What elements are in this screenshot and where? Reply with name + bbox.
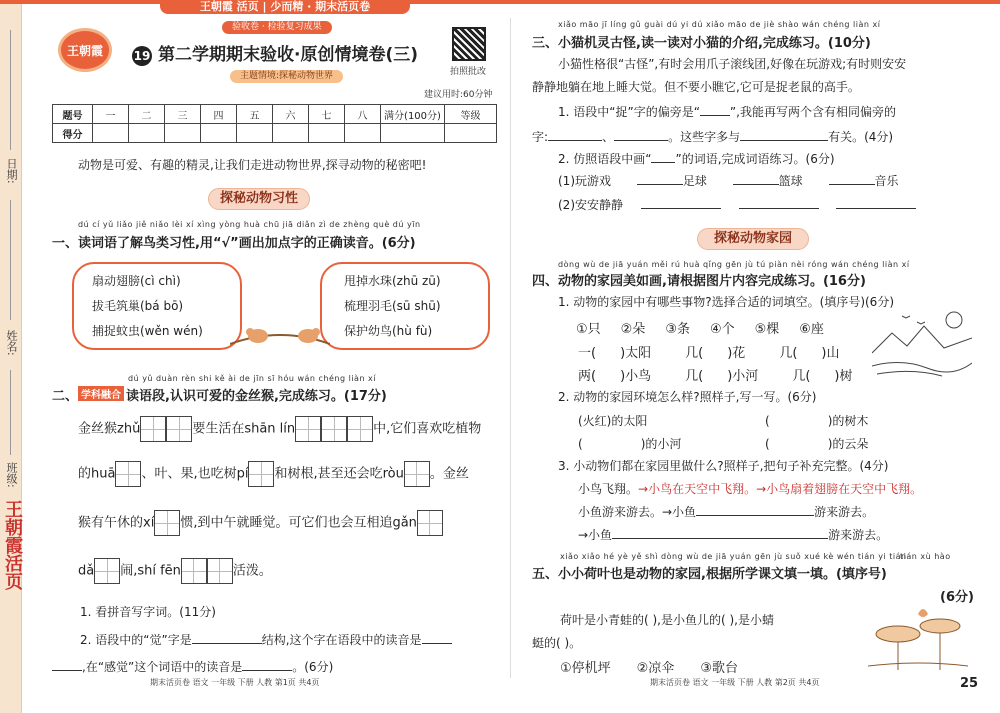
tianzi-box[interactable] <box>154 510 180 536</box>
paren-open: ( <box>578 437 583 451</box>
score-header-cell: 八 <box>345 105 381 124</box>
q4-s3 <box>578 526 888 543</box>
q5-options <box>560 657 738 676</box>
answer-blank[interactable] <box>733 184 779 185</box>
q5-heading: 五、小小荷叶也是动物的家园,根据所学课文填一填。(填序号) <box>532 567 887 582</box>
score-header-cell: 三 <box>165 105 201 124</box>
top-accent-right <box>410 0 1000 4</box>
score-header-cell: 二 <box>129 105 165 124</box>
intro-text: 动物是可爱、有趣的精灵,让我们走进动物世界,探寻动物的秘密吧! <box>78 158 427 172</box>
q2-line2 <box>78 461 469 487</box>
score-cell[interactable] <box>309 124 345 143</box>
q2-line1 <box>78 416 481 442</box>
answer-blank[interactable] <box>641 208 721 209</box>
q4-s1-c: →小鸟扇着翅膀在天空中飞翔。 <box>756 482 923 496</box>
answer-blank[interactable] <box>242 670 292 671</box>
footer-right: 期末活页卷 语文 一年级 下册 人教 第2页 共4页 <box>650 678 820 687</box>
q2-line1-b: 要生活在shān lín <box>192 421 296 437</box>
q4-option: ②朵 <box>620 322 646 337</box>
q2-heading: 二、 学科融合 读语段,认识可爱的金丝猴,完成练习。(17分) <box>52 385 387 404</box>
q3-sub2-b: ”的词语,完成词语练习。(6分) <box>675 152 835 166</box>
brand-bar <box>160 0 410 14</box>
answer-blank[interactable] <box>696 515 814 516</box>
q4-row1-cell: )太阳 <box>620 346 652 361</box>
title-text: 第二学期期末验收·原创情境卷(三) <box>158 45 418 65</box>
score-cell[interactable] <box>345 124 381 143</box>
q4-ex-a: (火红)的太阳 <box>578 414 648 428</box>
q4-s3-a: →小鱼 <box>578 528 613 542</box>
answer-blank[interactable] <box>740 140 828 141</box>
page-number: 25 <box>960 676 979 691</box>
q2-sub2 <box>80 631 452 648</box>
q4-row2-cell: )小鸟 <box>620 369 652 384</box>
q4-option: ④个 <box>709 322 735 337</box>
q4-s2-a: 小鱼游来游去。→小鱼 <box>578 505 697 519</box>
q1-pinyin: dú cí yǔ liǎo jiě niǎo lèi xí xìng yòng huà chū jiā diǎn zì de zhèng què dú yīn <box>78 220 421 229</box>
pill-top: 验收卷 · 检验复习成果 <box>222 21 332 34</box>
q3-sub1-f: 有关。(4分) <box>828 130 894 144</box>
q3-ex1-item: 足球 <box>682 174 707 188</box>
q2-sub2-line2 <box>52 658 333 675</box>
q4-row2-cell: 几( <box>792 369 811 384</box>
q1-right-item[interactable]: 保护幼鸟(hù fù) <box>344 324 433 338</box>
q3-ex1 <box>558 172 899 189</box>
birds-illustration <box>230 318 330 350</box>
q5-line2: 蜓的( )。 <box>532 636 582 650</box>
score-cell[interactable] <box>381 124 445 143</box>
q4-row2-cell: )小河 <box>727 369 759 384</box>
q4-row1-cell: 几( <box>779 346 798 361</box>
binding-sidebar <box>0 0 22 713</box>
answer-blank[interactable] <box>52 670 82 671</box>
q4-row1-cell: )山 <box>821 346 840 361</box>
top-accent-left <box>0 0 160 4</box>
q3-sub2-a: 2. 仿照语段中画“ <box>558 152 652 166</box>
q4-row1-cell: )花 <box>727 346 746 361</box>
q4-sub3: 3. 小动物们都在家园里做什么?照样子,把句子补充完整。(4分) <box>558 459 889 473</box>
q1-right-item[interactable]: 甩掉水珠(zhū zū) <box>344 274 441 288</box>
q3-para2: 静静地躺在地上睡大觉。但不要小瞧它,它可是捉老鼠的高手。 <box>532 80 860 94</box>
q2-tag: 学科融合 <box>78 386 124 401</box>
q2-line2-a: 的huā <box>78 466 116 482</box>
q5-line1: 荷叶是小青蛙的( ),是小鱼儿的( ),是小蜻 <box>560 613 774 627</box>
page-divider <box>510 18 511 678</box>
tianzi-box[interactable] <box>166 416 192 442</box>
answer-blank[interactable] <box>829 184 875 185</box>
q4-row2-cell: 几( <box>685 369 704 384</box>
q4-row1-cell: 一( <box>578 346 597 361</box>
q1-left-item[interactable]: 拔毛筑巢(bá bō) <box>92 299 184 313</box>
q4-heading: 四、动物的家园美如画,请根据图片内容完成练习。(16分) <box>532 274 866 289</box>
score-cell[interactable] <box>237 124 273 143</box>
brand-bar-text: 王朝霞 活页 | 少而精 · 期末活页卷 <box>199 0 371 13</box>
underline-sample <box>651 162 675 163</box>
tianzi-box[interactable] <box>207 558 233 584</box>
q2-line2-b: 、叶、果,也吃树pí <box>141 466 249 482</box>
q4-option: ③条 <box>665 322 690 337</box>
score-header-cell: 四 <box>201 105 237 124</box>
q3-pinyin: xiǎo māo jī líng gǔ guài dú yi dú xiǎo māo de jiè shào wán chéng liàn xí <box>558 20 881 29</box>
paren-open: ( <box>765 414 770 428</box>
score-cell[interactable] <box>129 124 165 143</box>
score-cell[interactable] <box>165 124 201 143</box>
answer-blank[interactable] <box>637 184 683 185</box>
score-cell[interactable] <box>201 124 237 143</box>
q2-line1-c: 中,它们喜欢吃植物 <box>373 421 482 437</box>
q2-sub2-a: 2. 语段中的“觉”字是 <box>80 633 192 647</box>
q4-s2 <box>578 503 874 520</box>
q2-pinyin: dú yǔ duàn rèn shi kě ài de jīn sī hóu wán chéng liàn xí <box>128 374 377 383</box>
tianzi-box[interactable] <box>181 558 207 584</box>
answer-blank[interactable] <box>700 115 730 116</box>
q2-line3 <box>78 510 443 536</box>
q4-row2-cell: )树 <box>834 369 853 384</box>
q5-option: ②凉伞 <box>636 661 675 676</box>
q2-line2-d: 。金丝 <box>429 466 469 482</box>
score-header-row <box>53 105 497 124</box>
score-cell[interactable] <box>273 124 309 143</box>
q4-ex-c-text: )的小河 <box>640 437 682 451</box>
q2-line3-b: 惯,到中午就睡觉。可它们也会互相追gǎn <box>180 515 417 531</box>
q4-row1-cell: 几( <box>685 346 704 361</box>
q2-line1-a: 金丝猴zhǔ <box>78 421 141 437</box>
q4-ex-b-text: )的树木 <box>827 414 869 428</box>
unit-number: 19 <box>132 46 152 66</box>
section-banner-homes: 探秘动物家园 <box>697 228 809 250</box>
answer-blank[interactable] <box>614 140 668 141</box>
q1-heading: 一、读词语了解鸟类习性,用“√”画出加点字的正确读音。(6分) <box>52 236 416 251</box>
score-cell[interactable] <box>445 124 497 143</box>
q3-para1: 小猫性格很“古怪”,有时会用爪子滚线团,好像在玩游戏;有时则安安 <box>558 57 907 71</box>
q4-row1 <box>578 342 839 361</box>
q4-option: ⑥座 <box>799 322 824 337</box>
q5-pinyin-b: tián xù hào <box>900 552 951 561</box>
tianzi-box[interactable] <box>347 416 373 442</box>
score-header-cell: 满分(100分) <box>381 105 445 124</box>
section-banner-habits: 探秘动物习性 <box>208 188 310 210</box>
q3-ex1-item: 篮球 <box>778 174 803 188</box>
q2-line4 <box>78 558 272 584</box>
q4-sub1: 1. 动物的家园中有哪些事物?选择合适的词填空。(填序号)(6分) <box>558 295 894 309</box>
score-header-cell: 等级 <box>445 105 497 124</box>
q4-ex-b <box>765 412 868 429</box>
q4-s1 <box>578 480 922 497</box>
q1-left-item[interactable]: 扇动翅膀(cì chì) <box>92 274 181 288</box>
q2-line4-c: 活泼。 <box>232 563 272 579</box>
tianzi-box[interactable] <box>94 558 120 584</box>
q2-heading-text: 读语段,认识可爱的金丝猴,完成练习。(17分) <box>126 389 387 404</box>
q3-heading: 三、小猫机灵古怪,读一读对小猫的介绍,完成练习。(10分) <box>532 36 871 51</box>
q4-ex-c <box>578 435 681 452</box>
q4-s2-b: 游来游去。 <box>814 505 875 519</box>
footer-left: 期末活页卷 语文 一年级 下册 人教 第1页 共4页 <box>150 678 320 687</box>
tianzi-box[interactable] <box>417 510 443 536</box>
tianzi-box[interactable] <box>321 416 347 442</box>
q4-row2-cell: 两( <box>578 369 597 384</box>
qr-code[interactable] <box>452 27 486 61</box>
q3-ex1-label: (1)玩游戏 <box>558 174 611 188</box>
answer-blank[interactable] <box>836 208 916 209</box>
q1-right-item[interactable]: 梳理羽毛(sū shū) <box>344 299 441 313</box>
q4-option: ①只 <box>576 322 601 337</box>
date-line <box>10 30 11 150</box>
q3-sub1-c: 字: <box>532 130 549 144</box>
tianzi-box[interactable] <box>248 461 274 487</box>
q3-sub1-line2 <box>532 128 893 145</box>
answer-blank[interactable] <box>739 208 819 209</box>
q4-s1-a: 小鸟飞翔。 <box>578 482 639 496</box>
answer-blank[interactable] <box>548 140 602 141</box>
q2-sub1: 1. 看拼音写字词。(11分) <box>80 605 216 619</box>
answer-blank[interactable] <box>422 643 452 644</box>
qr-label: 拍照批改 <box>450 67 487 77</box>
q3-sub1-b: ”,我能再写两个含有相同偏旁的 <box>729 105 896 119</box>
q5-score: (6分) <box>940 590 974 605</box>
theme-pill: 主题情境:探秘动物世界 <box>230 70 343 83</box>
q3-sub2 <box>558 150 835 167</box>
score-table <box>52 104 497 143</box>
q3-sub1-a: 1. 语段中“捉”字的偏旁是“ <box>558 105 700 119</box>
tianzi-box[interactable] <box>295 416 321 442</box>
q3-sub1-e: 。这些字多与 <box>668 130 741 144</box>
score-header-cell: 一 <box>93 105 129 124</box>
q4-pinyin: dòng wù de jiā yuán měi rú huà qǐng gēn jù tú piàn nèi róng wán chéng liàn xí <box>558 260 910 269</box>
answer-blank[interactable] <box>612 538 828 539</box>
tianzi-box[interactable] <box>140 416 166 442</box>
q2-line2-c: 和树根,甚至还会吃ròu <box>274 466 404 482</box>
q3-ex1-item: 音乐 <box>874 174 899 188</box>
name-label: 姓名: <box>5 330 18 356</box>
q2-sub2-d: 。(6分) <box>292 660 334 674</box>
score-row-label: 得分 <box>53 124 93 143</box>
q5-option: ①停机坪 <box>560 661 611 676</box>
q2-line3-a: 猴有午休的xí <box>78 515 155 531</box>
score-header-cell: 七 <box>309 105 345 124</box>
tianzi-box[interactable] <box>404 461 430 487</box>
q4-sub2: 2. 动物的家园环境怎么样?照样子,写一写。(6分) <box>558 390 817 404</box>
q4-options <box>576 318 824 337</box>
q4-s3-b: 游来游去。 <box>828 528 889 542</box>
q4-s1-b: →小鸟在天空中飞翔。 <box>638 482 757 496</box>
q4-row2 <box>578 365 852 384</box>
date-label: 日期: <box>5 158 18 184</box>
score-header-cell: 六 <box>273 105 309 124</box>
q3-ex2 <box>558 196 916 213</box>
class-label: 班级: <box>5 462 18 488</box>
q2-sub2-b: 结构,这个字在语段中的读音是 <box>261 633 422 647</box>
score-header-cell: 题号 <box>53 105 93 124</box>
landscape-illustration <box>872 308 972 378</box>
q4-option: ⑤棵 <box>754 322 780 337</box>
name-line <box>10 200 11 320</box>
q3-sub1-d: 、 <box>602 130 615 144</box>
sidebar-brand: 王朝霞活页 <box>2 500 23 590</box>
q1-left-item[interactable]: 捕捉蚊虫(wěn wén) <box>92 324 203 338</box>
q3-sub1 <box>558 103 896 120</box>
tianzi-box[interactable] <box>115 461 141 487</box>
q5-option: ③歌台 <box>700 661 738 676</box>
brand-logo: 王朝霞 <box>58 28 112 72</box>
q3-ex2-label: (2)安安静静 <box>558 198 623 212</box>
time-note: 建议用时:60分钟 <box>424 90 493 100</box>
score-cell[interactable] <box>93 124 129 143</box>
q2-line4-a: dǎ <box>78 563 95 579</box>
q2-sub2-c: ,在“感觉”这个词语中的读音是 <box>82 660 243 674</box>
q4-ex-d <box>765 435 868 452</box>
q2-line4-b: 闹,shí fēn <box>120 563 181 579</box>
q5-pinyin: xiǎo xiǎo hé yè yě shì dòng wù de jiā yuán gēn jù suǒ xué kè wén tián yi tián <box>560 552 907 561</box>
q4-ex-d-text: )的云朵 <box>827 437 869 451</box>
lotus-illustration <box>868 604 968 672</box>
score-row <box>53 124 497 143</box>
answer-blank[interactable] <box>192 643 262 644</box>
class-line <box>10 370 11 455</box>
score-header-cell: 五 <box>237 105 273 124</box>
page-title <box>132 40 418 66</box>
paren-open: ( <box>765 437 770 451</box>
